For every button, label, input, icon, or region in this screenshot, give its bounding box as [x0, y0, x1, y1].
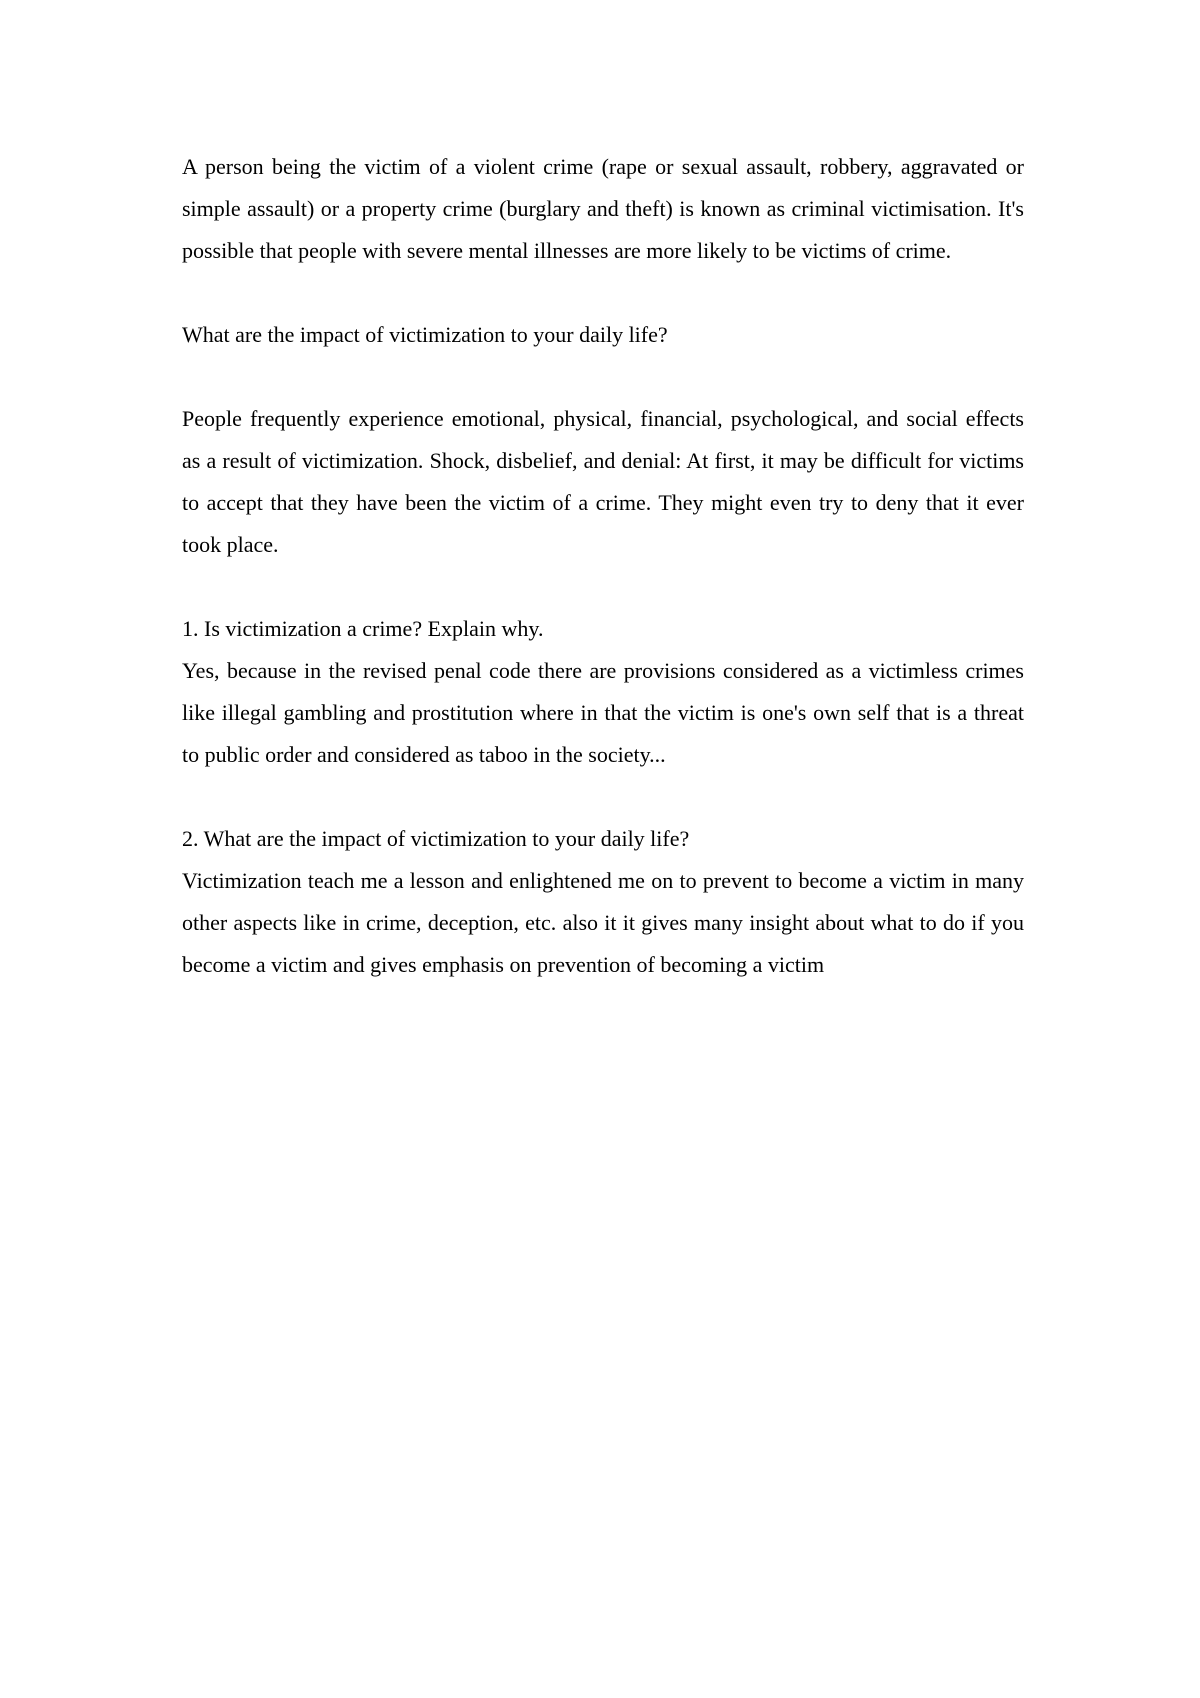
answer-1: Yes, because in the revised penal code there are provisions considered as a victimless crimes like illegal gambling and prostitution where in that the victim is one's own self that is a threat to public order and considered as taboo in the society... — [182, 658, 1024, 767]
paragraph-spacer — [182, 356, 1024, 398]
main-answer: People frequently experience emotional, physical, financial, psychological, and social effects as a result of victimization. Shock, disbelief, and denial: At first, it may be difficult for victims to accept that they have been the victim of a crime. They might even try to deny that it ever took place. — [182, 406, 1024, 557]
question-1: 1. Is victimization a crime? Explain why. — [182, 616, 544, 641]
answer-2: Victimization teach me a lesson and enlightened me on to prevent to become a victim in many other aspects like in crime, deception, etc. also it it gives many insight about what to do if you become a victim and gives emphasis on prevention of becoming a victim — [182, 868, 1024, 977]
paragraph-spacer — [182, 566, 1024, 608]
main-question: What are the impact of victimization to your daily life? — [182, 322, 668, 347]
paragraph-spacer — [182, 272, 1024, 314]
paragraph-spacer — [182, 776, 1024, 818]
document-page — [182, 146, 1024, 986]
question-2: 2. What are the impact of victimization to your daily life? — [182, 826, 690, 851]
intro-paragraph: A person being the victim of a violent crime (rape or sexual assault, robbery, aggravated or simple assault) or a property crime (burglary and theft) is known as criminal victimisation. It's possible that people with severe mental illnesses are more likely to be victims of crime. — [182, 154, 1024, 263]
